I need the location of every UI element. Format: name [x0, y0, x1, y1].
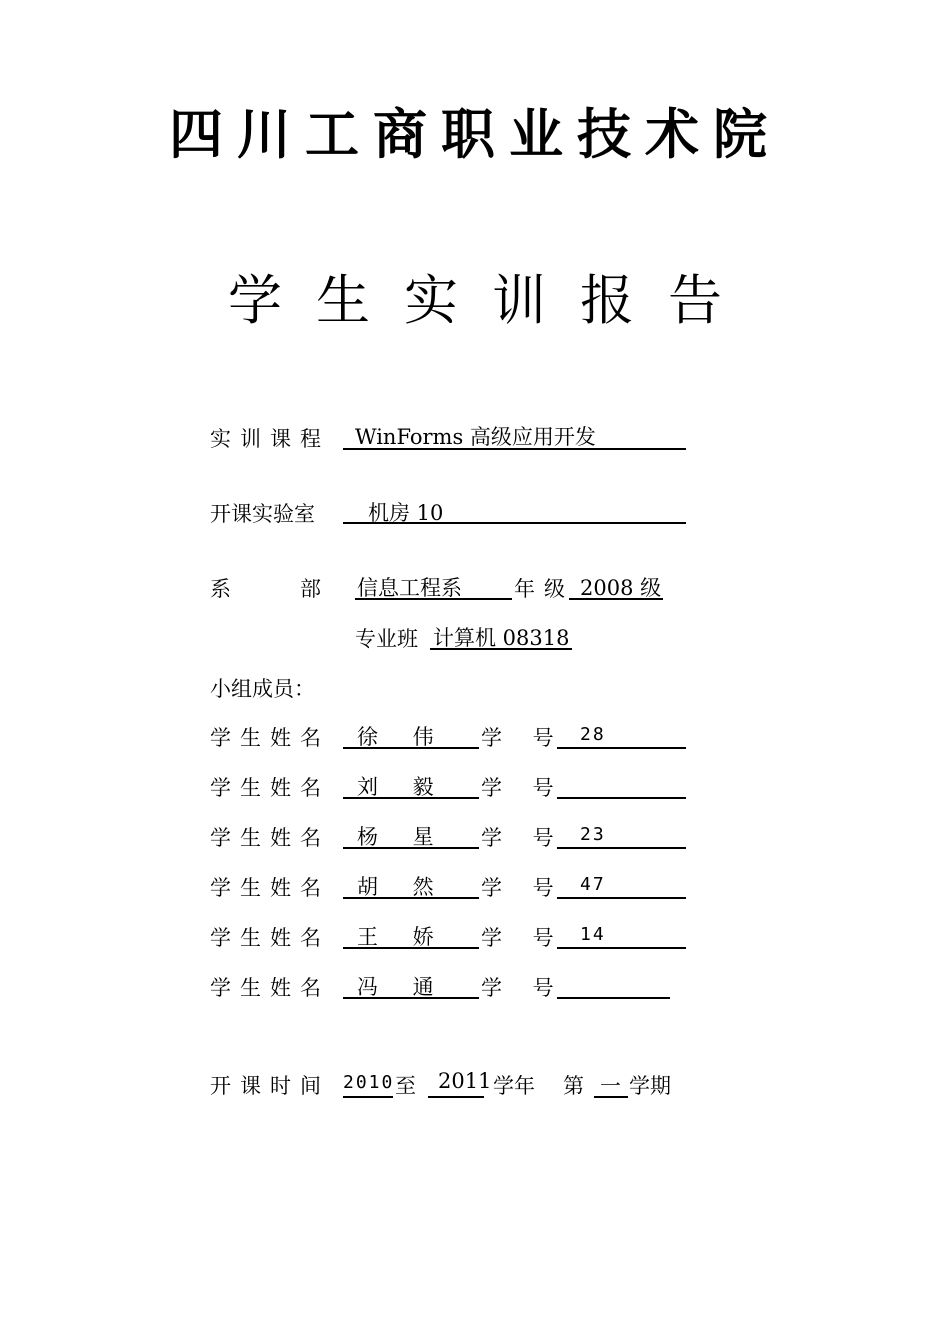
term-end-year: 2011	[438, 1069, 492, 1093]
member-name: 王 娇	[357, 925, 448, 949]
lab-value: 机房 10	[368, 501, 444, 525]
member-name-label: 学生姓名	[210, 976, 330, 1000]
class-value: 计算机 08318	[433, 626, 570, 650]
course-label: 实训课程	[210, 427, 330, 451]
term-semester-suffix: 学期	[629, 1074, 671, 1098]
member-name-label: 学生姓名	[210, 876, 330, 900]
member-id-underline	[557, 797, 686, 799]
term-year-suffix: 学年	[493, 1074, 535, 1098]
member-name-label: 学生姓名	[210, 826, 330, 850]
grade-value: 2008 级	[580, 576, 662, 600]
term-semester: 一	[600, 1074, 621, 1098]
member-name-underline	[343, 747, 479, 749]
term-semester-underline	[594, 1096, 628, 1098]
term-semester-prefix: 第	[563, 1074, 584, 1098]
member-name: 徐 伟	[357, 725, 448, 749]
member-id-underline	[557, 947, 686, 949]
school-name: 四川工商职业技术院	[169, 102, 781, 166]
report-title: 学生实训报告	[228, 269, 756, 332]
member-id-label: 学 号	[481, 926, 566, 950]
grade-underline	[569, 598, 663, 600]
department-label-right: 部	[300, 577, 330, 601]
member-id-underline	[557, 897, 686, 899]
member-name: 冯 通	[357, 975, 448, 999]
lab-underline	[343, 522, 686, 524]
grade-label: 年级	[514, 577, 574, 601]
member-id-label: 学 号	[481, 876, 566, 900]
term-label: 开课时间	[210, 1074, 330, 1098]
department-underline	[355, 598, 512, 600]
term-start-year: 2010	[343, 1072, 395, 1093]
term-to: 至	[395, 1074, 416, 1098]
class-underline	[430, 648, 572, 650]
member-id-label: 学 号	[481, 726, 566, 750]
member-id-underline	[557, 747, 686, 749]
course-underline	[343, 448, 686, 450]
member-name: 杨 星	[357, 825, 448, 849]
member-name-label: 学生姓名	[210, 776, 330, 800]
member-id-label: 学 号	[481, 976, 566, 1000]
class-label: 专业班	[355, 627, 418, 651]
member-name-underline	[343, 847, 479, 849]
member-name-label: 学生姓名	[210, 926, 330, 950]
member-id: 14	[580, 924, 606, 945]
term-start-underline	[343, 1096, 393, 1098]
member-id: 47	[580, 874, 606, 895]
member-name-label: 学生姓名	[210, 726, 330, 750]
department-value: 信息工程系	[357, 576, 462, 600]
group-label: 小组成员：	[210, 677, 315, 701]
member-name-underline	[343, 947, 479, 949]
member-name: 胡 然	[357, 875, 448, 899]
member-id: 28	[580, 724, 606, 745]
lab-label: 开课实验室	[210, 502, 315, 526]
member-name-underline	[343, 997, 479, 999]
member-id-underline	[557, 997, 670, 999]
member-name-underline	[343, 797, 479, 799]
member-id-label: 学 号	[481, 776, 566, 800]
member-id-underline	[557, 847, 686, 849]
member-name: 刘 毅	[357, 775, 448, 799]
member-id: 23	[580, 824, 606, 845]
member-name-underline	[343, 897, 479, 899]
course-value: WinForms 高级应用开发	[355, 425, 596, 449]
department-label-left: 系	[210, 577, 240, 601]
member-id-label: 学 号	[481, 826, 566, 850]
term-end-underline	[428, 1096, 484, 1098]
